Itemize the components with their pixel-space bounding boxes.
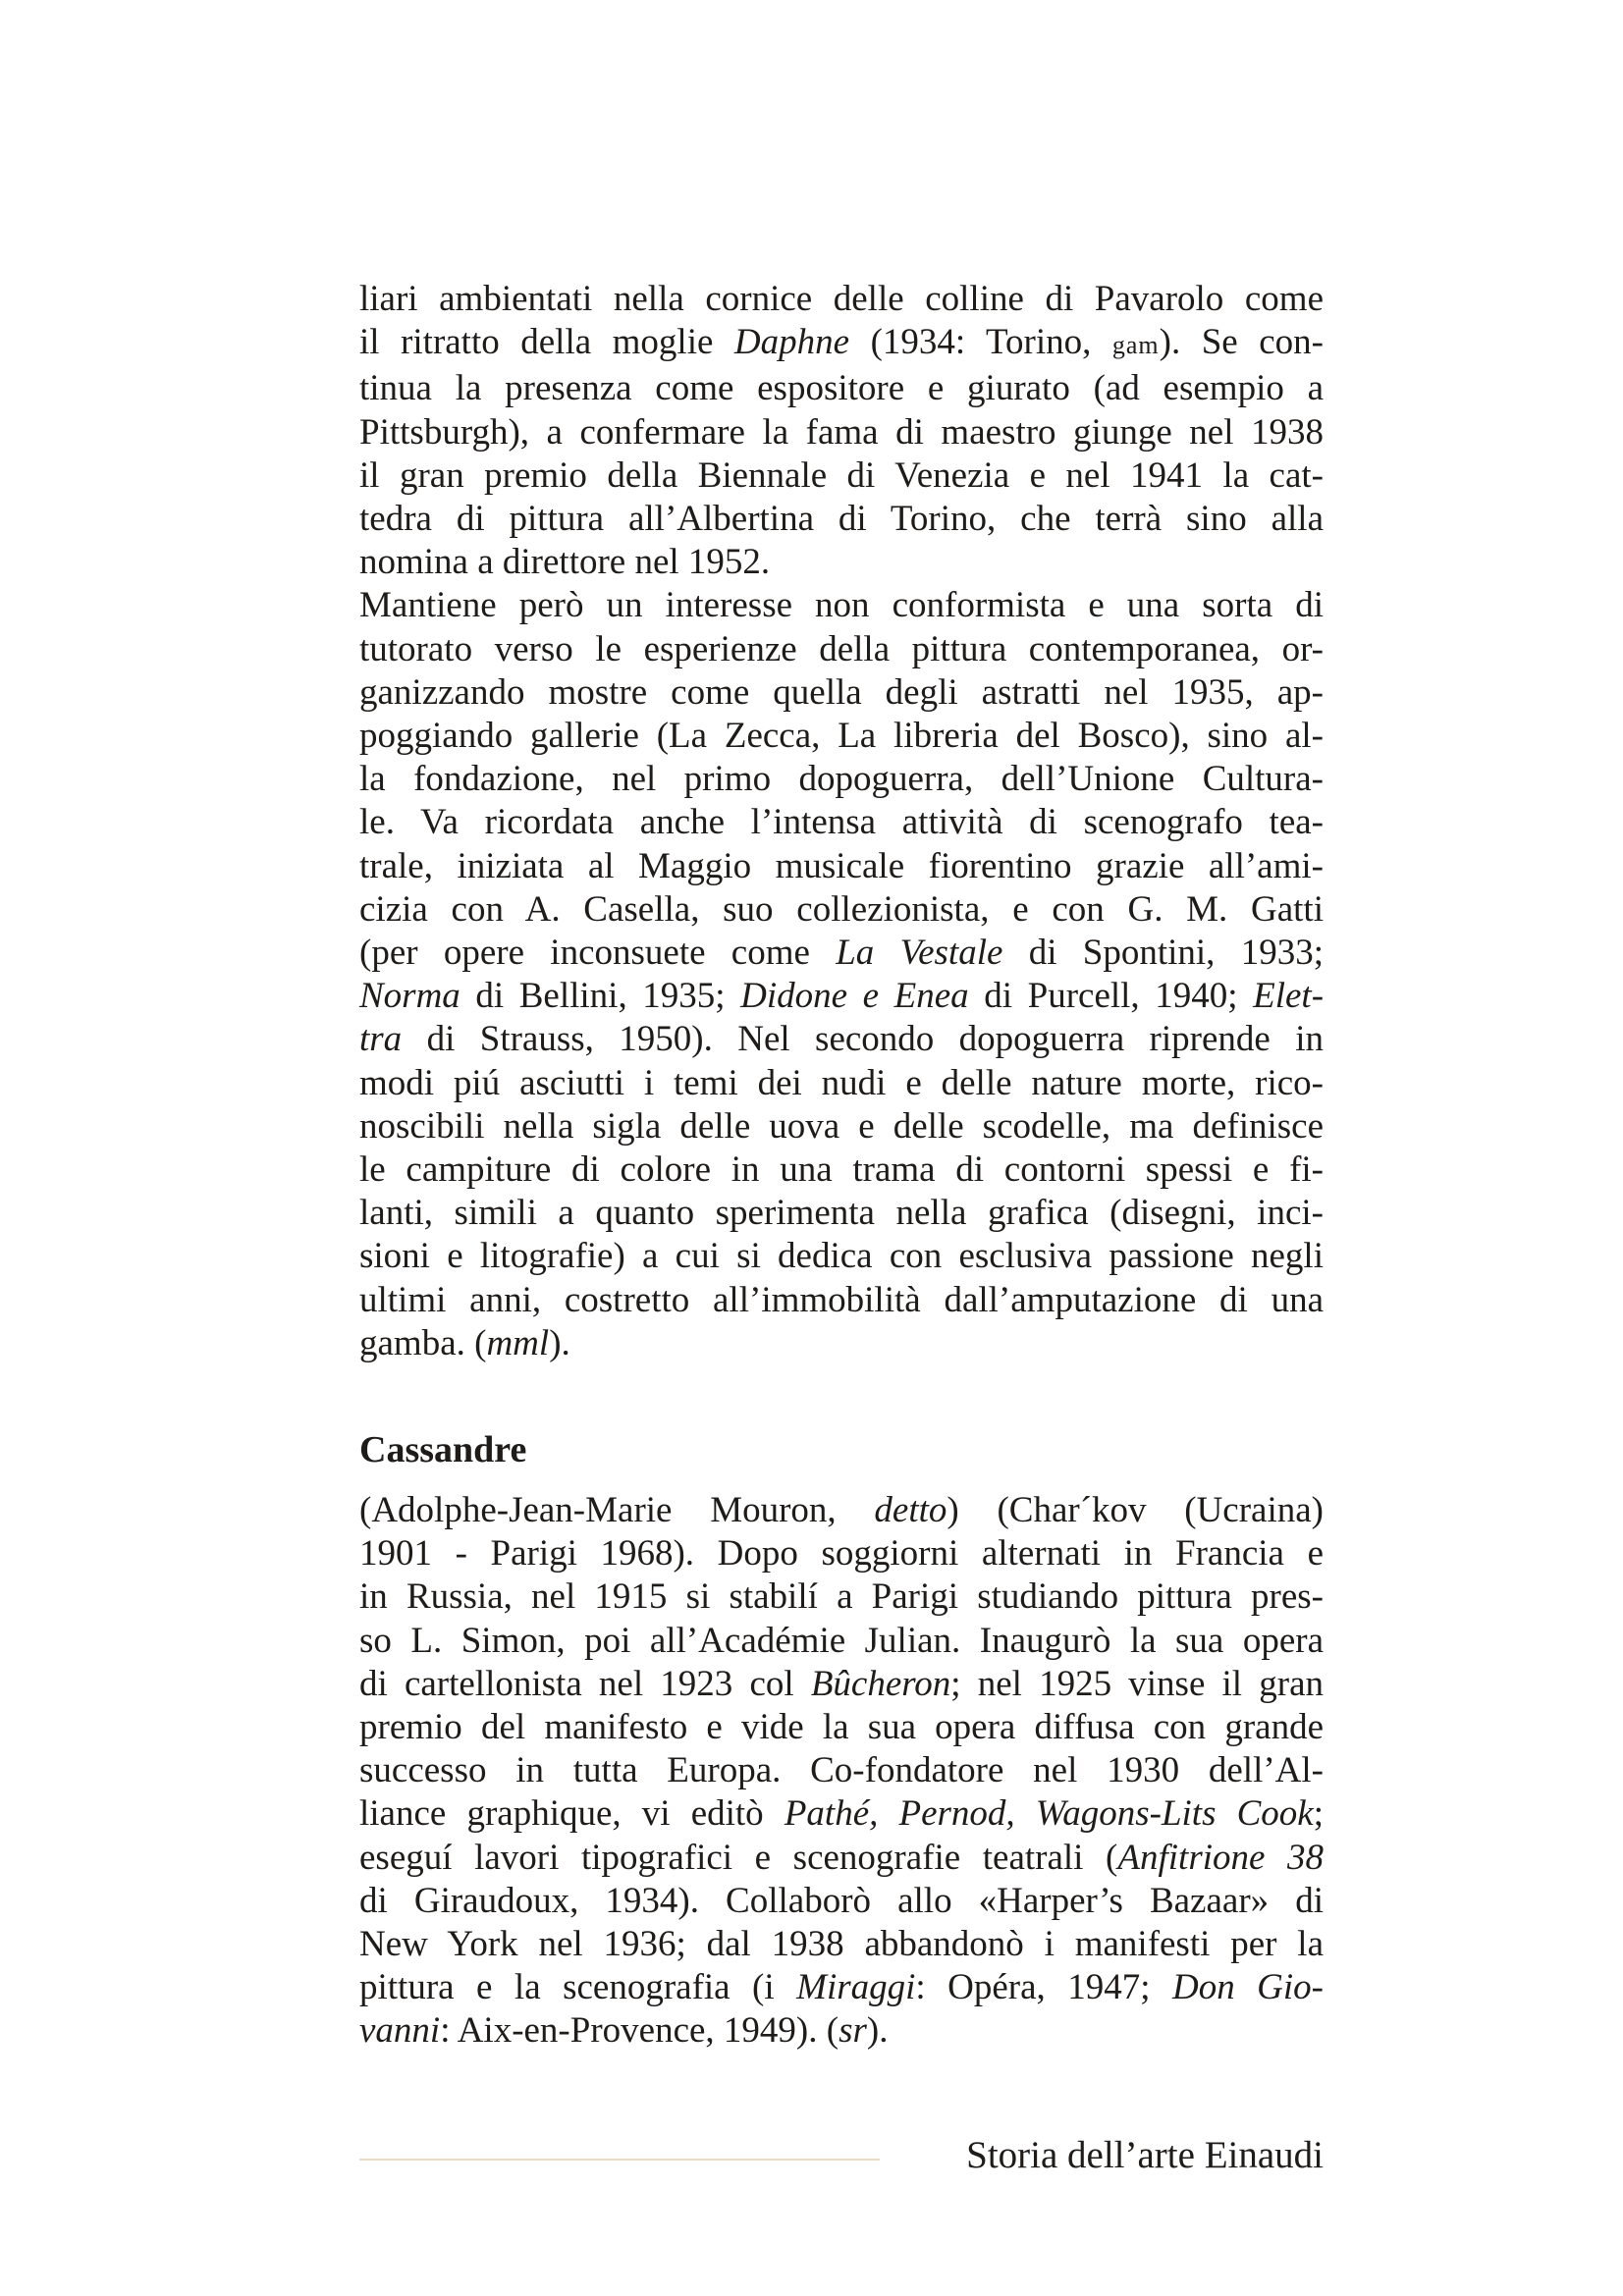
work-title: Miraggi xyxy=(796,1967,916,2008)
text-line: le. Va ricordata anche l’intensa attività di scenografo tea- xyxy=(359,802,1324,843)
text-line: modi piú asciutti i temi dei nudi e delle nature morte, rico- xyxy=(359,1062,1324,1103)
play-title: Anfitrione 38 xyxy=(1117,1837,1324,1878)
opera-title: Didone e Enea xyxy=(740,976,969,1017)
text-line: poggiando gallerie (La Zecca, La libreria del Bosco), sino al- xyxy=(359,716,1324,757)
text-line: successo in tutta Europa. Co-fondatore nel 1930 dell’Al- xyxy=(359,1750,1324,1791)
text-line: vanni: Aix-en-Provence, 1949). (sr). xyxy=(359,2010,889,2052)
poster-title: Bûcheron xyxy=(810,1663,951,1704)
work-title: vanni xyxy=(359,2010,441,2052)
text-line: liance graphique, vi editò Pathé, Pernod, Wagons-Lits Cook; xyxy=(359,1793,1324,1835)
opera-title: tra xyxy=(359,1019,403,1060)
opera-title: Elet- xyxy=(1253,976,1325,1017)
artwork-title: Daphne xyxy=(733,322,850,363)
text-line: Pittsburgh), a confermare la fama di maestro giunge nel 1938 xyxy=(359,411,1324,453)
text-line: tinua la presenza come espositore e giurato (ad esempio a xyxy=(359,368,1324,409)
text-line: so L. Simon, poi all’Académie Julian. Inaugurò la sua opera xyxy=(359,1620,1324,1661)
text-line: noscibili nella sigla delle uova e delle scodelle, ma definisce xyxy=(359,1105,1324,1147)
text-line: di cartellonista nel 1923 col Bûcheron; nel 1925 vinse il gran xyxy=(359,1663,1324,1704)
text-line: (Adolphe-Jean-Marie Mouron, detto) (Char´kov (Ucraina) xyxy=(359,1490,1324,1530)
poster-titles: Pathé, Pernod, Wagons-Lits Cook xyxy=(784,1793,1314,1835)
text-line: il gran premio della Biennale di Venezia e nel 1941 la cat- xyxy=(359,454,1324,496)
text-line: 1901 - Parigi 1968). Dopo soggiorni alternati in Francia e xyxy=(359,1533,1324,1575)
text-line: (per opere inconsuete come La Vestale di Spontini, 1933; xyxy=(359,933,1324,974)
text-line: la fondazione, nel primo dopoguerra, dell’Unione Cultura- xyxy=(359,759,1324,800)
museum-abbreviation: gam xyxy=(1111,331,1160,360)
italic-word: detto xyxy=(874,1490,947,1530)
author-initials: sr xyxy=(839,2010,867,2052)
author-initials: mml xyxy=(486,1322,550,1363)
text-line: lanti, simili a quanto sperimenta nella grafica (disegni, inci- xyxy=(359,1193,1324,1234)
text-line: liari ambientati nella cornice delle colline di Pavarolo come xyxy=(359,279,1324,319)
text-line: Mantiene però un interesse non conformista e una sorta di xyxy=(359,585,1324,626)
work-title: Don Gio- xyxy=(1171,1967,1324,2008)
footer-rule xyxy=(359,2159,880,2161)
text-line: cizia con A. Casella, suo collezionista, e con G. M. Gatti xyxy=(359,888,1324,930)
opera-title: La Vestale xyxy=(836,933,1003,974)
text-line: tutorato verso le esperienze della pittura contemporanea, or- xyxy=(359,628,1324,669)
text-line: pittura e la scenografia (i Miraggi: Opéra, 1947; Don Gio- xyxy=(359,1967,1324,2008)
text-line: in Russia, nel 1915 si stabilí a Parigi studiando pittura pres- xyxy=(359,1576,1324,1618)
text-line: Norma di Bellini, 1935; Didone e Enea di Purcell, 1940; Elet- xyxy=(359,976,1325,1017)
text-line: New York nel 1936; dal 1938 abbandonò i manifesti per la xyxy=(359,1924,1324,1965)
opera-title: Norma xyxy=(359,976,460,1017)
article-body xyxy=(359,278,1324,1365)
text-line: tra di Strauss, 1950). Nel secondo dopoguerra riprende in xyxy=(359,1019,1324,1060)
text-line: nomina a direttore nel 1952. xyxy=(359,542,771,583)
text-line: tedra di pittura all’Albertina di Torino, che terrà sino alla xyxy=(359,499,1324,540)
entry-body xyxy=(359,1489,1324,2054)
text-line: ganizzando mostre come quella degli astratti nel 1935, ap- xyxy=(359,671,1324,713)
text-line: sioni e litografie) a cui si dedica con esclusiva passione negli xyxy=(359,1236,1324,1277)
text-line: gamba. (mml). xyxy=(359,1322,570,1363)
footer-publication-title: Storia dell’arte Einaudi xyxy=(966,2134,1324,2176)
text-line: premio del manifesto e vide la sua opera diffusa con grande xyxy=(359,1707,1324,1748)
text-line: eseguí lavori tipografici e scenografie teatrali (Anfitrione 38 xyxy=(359,1837,1324,1878)
text-line: trale, iniziata al Maggio musicale fiorentino grazie all’ami- xyxy=(359,845,1324,886)
text-line: ultimi anni, costretto all’immobilità dall’amputazione di una xyxy=(359,1279,1324,1320)
text-line: il ritratto della moglie Daphne (1934: Torino, gam). Se con- xyxy=(359,322,1324,363)
text-line: di Giraudoux, 1934). Collaborò allo «Harper’s Bazaar» di xyxy=(359,1880,1324,1921)
entry-heading: Cassandre xyxy=(359,1429,527,1470)
text-line: le campiture di colore in una trama di contorni spessi e fi- xyxy=(359,1149,1324,1191)
